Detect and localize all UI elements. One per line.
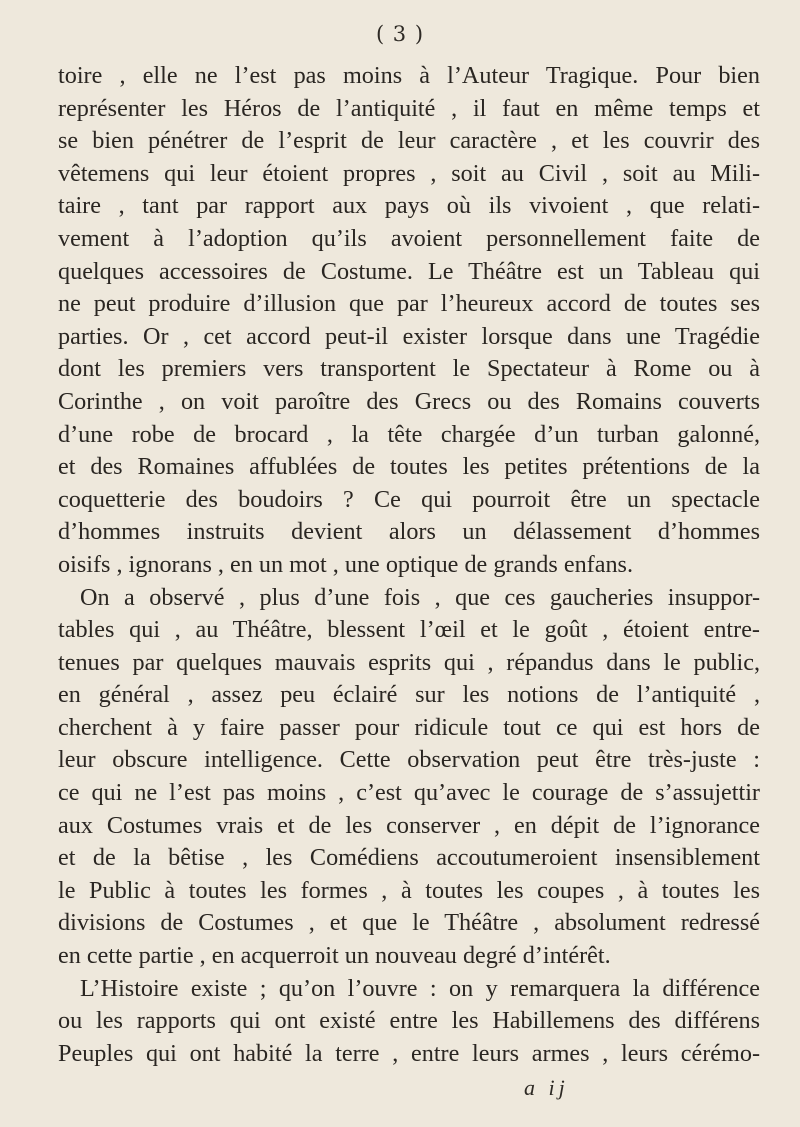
- text-line: leur obscure intelligence. Cette observation peut être très-juste :: [58, 746, 760, 774]
- text-line: oisifs , ignorans , en un mot , une optique de grands enfans.: [58, 550, 634, 578]
- text-line: aux Costumes vrais et de les conserver , en dépit de l’ignorance: [58, 811, 760, 839]
- text-line: représenter les Héros de l’antiquité , il faut en même temps et: [58, 94, 760, 122]
- text-line: parties. Or , cet accord peut-il exister lorsque dans une Tragédie: [58, 322, 760, 350]
- text-line: On a observé , plus d’une fois , que ces gaucheries insuppor-: [80, 583, 760, 611]
- page-number: ( 3 ): [375, 22, 425, 46]
- text-line: d’une robe de brocard , la tête chargée d’un turban galonné,: [58, 420, 760, 448]
- text-line: en cette partie , en acquerroit un nouveau degré d’intérêt.: [58, 942, 611, 970]
- text-line: coquetterie des boudoirs ? Ce qui pourroit être un spectacle: [58, 485, 760, 513]
- text-line: divisions de Costumes , et que le Théâtre , absolument redressé: [58, 909, 760, 937]
- text-line: le Public à toutes les formes , à toutes les coupes , à toutes les: [58, 876, 760, 904]
- text-line: quelques accessoires de Costume. Le Théâtre est un Tableau qui: [58, 257, 760, 285]
- text-line: ne peut produire d’illusion que par l’heureux accord de toutes ses: [58, 290, 760, 318]
- text-line: toire , elle ne l’est pas moins à l’Auteur Tragique. Pour bien: [58, 62, 760, 89]
- text-line: en général , assez peu éclairé sur les notions de l’antiquité ,: [58, 681, 760, 709]
- text-line: d’hommes instruits devient alors un délassement d’hommes: [58, 518, 760, 546]
- text-line: ou les rapports qui ont existé entre les Habillemens des différens: [58, 1007, 760, 1035]
- text-line: L’Histoire existe ; qu’on l’ouvre : on y remarquera la différence: [80, 974, 760, 1002]
- text-line: vêtemens qui leur étoient propres , soit au Civil , soit au Mili-: [58, 159, 760, 187]
- text-body: [58, 60, 760, 1070]
- text-line: et de la bêtise , les Comédiens accoutumeroient insensiblement: [58, 844, 760, 872]
- text-line: ce qui ne l’est pas moins , c’est qu’avec le courage de s’assujettir: [58, 779, 760, 807]
- text-line: tenues par quelques mauvais esprits qui , répandus dans le public,: [58, 648, 760, 676]
- text-line: cherchent à y faire passer pour ridicule tout ce qui est hors de: [58, 713, 760, 741]
- text-line: se bien pénétrer de l’esprit de leur caractère , et les couvrir des: [58, 127, 760, 155]
- text-line: taire , tant par rapport aux pays où ils vivoient , que relati-: [58, 192, 760, 220]
- signature-mark: a ij: [524, 1075, 569, 1100]
- text-line: Corinthe , on voit paroître des Grecs ou des Romains couverts: [58, 387, 760, 415]
- text-line: Peuples qui ont habité la terre , entre leurs armes , leurs cérémo-: [58, 1039, 760, 1067]
- text-line: tables qui , au Théâtre, blessent l’œil et le goût , étoient entre-: [58, 616, 760, 644]
- text-line: vement à l’adoption qu’ils avoient personnellement faite de: [58, 224, 760, 252]
- text-line: dont les premiers vers transportent le Spectateur à Rome ou à: [58, 355, 760, 383]
- text-line: et des Romaines affublées de toutes les petites prétentions de la: [58, 453, 760, 481]
